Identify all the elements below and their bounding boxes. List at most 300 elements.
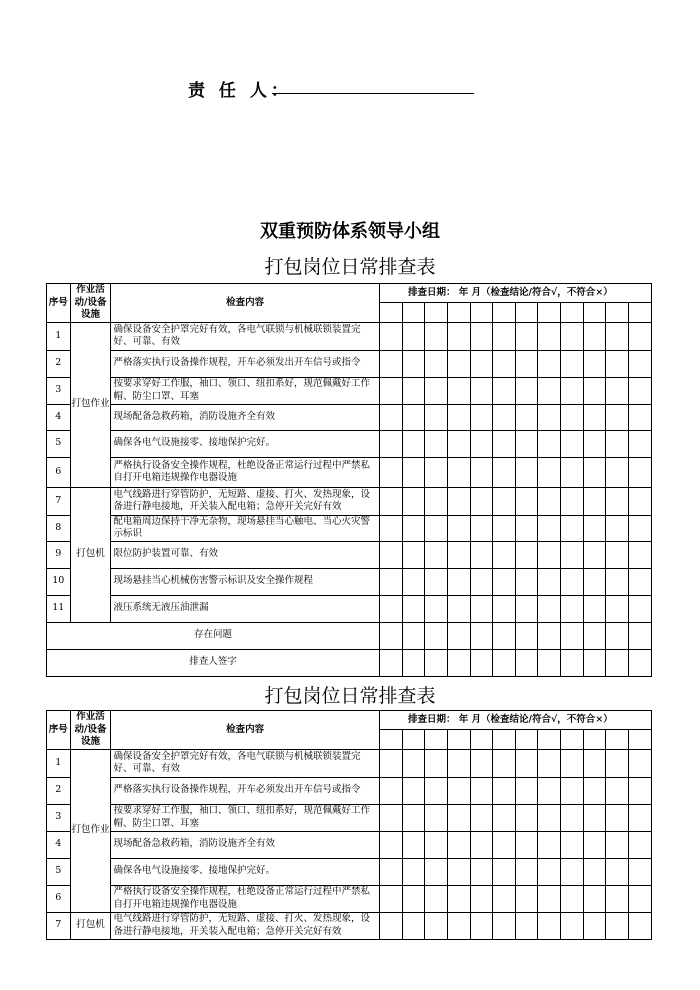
check-result-cell[interactable] bbox=[538, 322, 561, 350]
responsible-label: 责 任 人： bbox=[188, 81, 292, 101]
check-result-cell[interactable] bbox=[583, 515, 606, 541]
issue-cell[interactable] bbox=[583, 622, 606, 649]
check-result-cell[interactable] bbox=[470, 595, 493, 622]
check-result-cell[interactable] bbox=[425, 831, 448, 858]
signature-cell[interactable] bbox=[470, 649, 493, 676]
day-header-cell[interactable] bbox=[425, 303, 448, 322]
signature-cell[interactable] bbox=[628, 649, 651, 676]
check-result-cell[interactable] bbox=[561, 568, 584, 595]
check-result-cell[interactable] bbox=[628, 404, 651, 430]
check-result-cell[interactable] bbox=[402, 430, 425, 457]
check-result-cell[interactable] bbox=[515, 831, 538, 858]
check-result-cell[interactable] bbox=[515, 885, 538, 912]
check-result-cell[interactable] bbox=[447, 858, 470, 885]
check-result-cell[interactable] bbox=[470, 541, 493, 568]
check-result-cell[interactable] bbox=[425, 804, 448, 831]
check-result-cell[interactable] bbox=[402, 457, 425, 487]
day-header-cell[interactable] bbox=[561, 303, 584, 322]
check-content: 严格落实执行设备操作规程，开车必须发出开车信号或指令 bbox=[111, 350, 380, 377]
row-no: 3 bbox=[47, 804, 71, 831]
check-result-cell[interactable] bbox=[493, 804, 516, 831]
row-no: 1 bbox=[47, 322, 71, 350]
check-result-cell[interactable] bbox=[447, 515, 470, 541]
check-result-cell[interactable] bbox=[402, 404, 425, 430]
check-result-cell[interactable] bbox=[561, 858, 584, 885]
check-result-cell[interactable] bbox=[561, 885, 584, 912]
check-result-cell[interactable] bbox=[538, 831, 561, 858]
check-result-cell[interactable] bbox=[470, 322, 493, 350]
check-result-cell[interactable] bbox=[583, 350, 606, 377]
check-result-cell[interactable] bbox=[628, 804, 651, 831]
check-result-cell[interactable] bbox=[583, 777, 606, 804]
check-result-cell[interactable] bbox=[515, 430, 538, 457]
check-result-cell[interactable] bbox=[583, 912, 606, 939]
check-result-cell[interactable] bbox=[493, 377, 516, 404]
check-result-cell[interactable] bbox=[606, 377, 629, 404]
day-header-cell[interactable] bbox=[606, 730, 629, 749]
check-result-cell[interactable] bbox=[402, 777, 425, 804]
row-no: 6 bbox=[47, 457, 71, 487]
check-result-cell[interactable] bbox=[583, 831, 606, 858]
check-result-cell[interactable] bbox=[379, 350, 402, 377]
check-result-cell[interactable] bbox=[447, 377, 470, 404]
check-result-cell[interactable] bbox=[493, 885, 516, 912]
day-header-cell[interactable] bbox=[447, 730, 470, 749]
check-result-cell[interactable] bbox=[606, 541, 629, 568]
check-result-cell[interactable] bbox=[379, 885, 402, 912]
issue-cell[interactable] bbox=[628, 622, 651, 649]
row-no: 8 bbox=[47, 515, 71, 541]
activity-cell: 打包机 bbox=[70, 912, 111, 939]
check-result-cell[interactable] bbox=[538, 858, 561, 885]
check-result-cell[interactable] bbox=[583, 322, 606, 350]
day-header-cell[interactable] bbox=[493, 303, 516, 322]
signature-cell[interactable] bbox=[538, 649, 561, 676]
check-result-cell[interactable] bbox=[379, 322, 402, 350]
check-result-cell[interactable] bbox=[402, 749, 425, 777]
signature-cell[interactable] bbox=[447, 649, 470, 676]
check-result-cell[interactable] bbox=[538, 541, 561, 568]
issue-cell[interactable] bbox=[561, 622, 584, 649]
table-row bbox=[47, 777, 652, 804]
check-result-cell[interactable] bbox=[515, 595, 538, 622]
check-result-cell[interactable] bbox=[425, 515, 448, 541]
org-title: 双重预防体系领导小组 bbox=[260, 221, 440, 242]
check-result-cell[interactable] bbox=[379, 568, 402, 595]
check-result-cell[interactable] bbox=[606, 404, 629, 430]
issue-cell[interactable] bbox=[402, 622, 425, 649]
check-result-cell[interactable] bbox=[583, 568, 606, 595]
inspector-signature-label: 排查人签字 bbox=[47, 649, 380, 676]
check-result-cell[interactable] bbox=[402, 322, 425, 350]
check-result-cell[interactable] bbox=[628, 595, 651, 622]
check-result-cell[interactable] bbox=[425, 430, 448, 457]
check-result-cell[interactable] bbox=[515, 804, 538, 831]
check-result-cell[interactable] bbox=[561, 430, 584, 457]
check-result-cell[interactable] bbox=[447, 350, 470, 377]
check-result-cell[interactable] bbox=[447, 487, 470, 515]
day-header-cell[interactable] bbox=[538, 730, 561, 749]
check-result-cell[interactable] bbox=[402, 541, 425, 568]
check-result-cell[interactable] bbox=[493, 457, 516, 487]
check-result-cell[interactable] bbox=[538, 568, 561, 595]
check-result-cell[interactable] bbox=[583, 404, 606, 430]
check-result-cell[interactable] bbox=[493, 912, 516, 939]
check-result-cell[interactable] bbox=[379, 487, 402, 515]
day-header-cell[interactable] bbox=[606, 303, 629, 322]
signature-cell[interactable] bbox=[379, 649, 402, 676]
check-result-cell[interactable] bbox=[606, 831, 629, 858]
day-header-cell[interactable] bbox=[470, 303, 493, 322]
check-result-cell[interactable] bbox=[606, 912, 629, 939]
check-result-cell[interactable] bbox=[447, 404, 470, 430]
check-result-cell[interactable] bbox=[515, 515, 538, 541]
check-result-cell[interactable] bbox=[402, 912, 425, 939]
activity-cell: 打包机 bbox=[70, 487, 111, 622]
check-result-cell[interactable] bbox=[538, 515, 561, 541]
check-result-cell[interactable] bbox=[628, 377, 651, 404]
check-result-cell[interactable] bbox=[538, 487, 561, 515]
check-result-cell[interactable] bbox=[447, 322, 470, 350]
check-result-cell[interactable] bbox=[538, 404, 561, 430]
check-result-cell[interactable] bbox=[628, 858, 651, 885]
check-result-cell[interactable] bbox=[606, 350, 629, 377]
check-result-cell[interactable] bbox=[425, 487, 448, 515]
row-no: 2 bbox=[47, 350, 71, 377]
check-result-cell[interactable] bbox=[425, 749, 448, 777]
check-result-cell[interactable] bbox=[628, 912, 651, 939]
signature-cell[interactable] bbox=[606, 649, 629, 676]
check-result-cell[interactable] bbox=[628, 430, 651, 457]
check-result-cell[interactable] bbox=[628, 749, 651, 777]
activity-cell: 打包作业 bbox=[70, 322, 111, 487]
check-result-cell[interactable] bbox=[583, 858, 606, 885]
check-result-cell[interactable] bbox=[628, 541, 651, 568]
check-result-cell[interactable] bbox=[606, 457, 629, 487]
check-result-cell[interactable] bbox=[561, 515, 584, 541]
check-result-cell[interactable] bbox=[606, 885, 629, 912]
table-title: 打包岗位日常排查表 bbox=[264, 685, 436, 707]
day-header-cell[interactable] bbox=[515, 730, 538, 749]
check-result-cell[interactable] bbox=[379, 430, 402, 457]
issue-cell[interactable] bbox=[470, 622, 493, 649]
check-result-cell[interactable] bbox=[425, 777, 448, 804]
check-result-cell[interactable] bbox=[425, 912, 448, 939]
check-result-cell[interactable] bbox=[561, 912, 584, 939]
check-result-cell[interactable] bbox=[628, 831, 651, 858]
check-result-cell[interactable] bbox=[561, 322, 584, 350]
check-result-cell[interactable] bbox=[606, 858, 629, 885]
check-result-cell[interactable] bbox=[470, 457, 493, 487]
check-result-cell[interactable] bbox=[538, 430, 561, 457]
day-header-cell[interactable] bbox=[379, 730, 402, 749]
check-result-cell[interactable] bbox=[379, 804, 402, 831]
issue-cell[interactable] bbox=[447, 622, 470, 649]
day-header-cell[interactable] bbox=[583, 303, 606, 322]
check-content: 确保设备安全护罩完好有效，各电气联锁与机械联锁装置完好、可靠、有效 bbox=[111, 322, 380, 350]
check-result-cell[interactable] bbox=[402, 350, 425, 377]
check-result-cell[interactable] bbox=[425, 595, 448, 622]
check-result-cell[interactable] bbox=[606, 804, 629, 831]
check-result-cell[interactable] bbox=[606, 515, 629, 541]
day-header-cell[interactable] bbox=[447, 303, 470, 322]
check-result-cell[interactable] bbox=[379, 515, 402, 541]
check-result-cell[interactable] bbox=[583, 595, 606, 622]
check-result-cell[interactable] bbox=[470, 912, 493, 939]
check-result-cell[interactable] bbox=[493, 350, 516, 377]
check-result-cell[interactable] bbox=[402, 858, 425, 885]
check-result-cell[interactable] bbox=[447, 749, 470, 777]
check-result-cell[interactable] bbox=[470, 377, 493, 404]
check-result-cell[interactable] bbox=[447, 912, 470, 939]
signature-cell[interactable] bbox=[583, 649, 606, 676]
day-header-cell[interactable] bbox=[425, 730, 448, 749]
check-result-cell[interactable] bbox=[515, 858, 538, 885]
check-result-cell[interactable] bbox=[628, 350, 651, 377]
check-result-cell[interactable] bbox=[379, 457, 402, 487]
check-result-cell[interactable] bbox=[493, 487, 516, 515]
check-result-cell[interactable] bbox=[425, 885, 448, 912]
check-result-cell[interactable] bbox=[538, 457, 561, 487]
day-header-cell[interactable] bbox=[493, 730, 516, 749]
check-result-cell[interactable] bbox=[606, 487, 629, 515]
row-no: 4 bbox=[47, 404, 71, 430]
check-result-cell[interactable] bbox=[515, 912, 538, 939]
check-content: 液压系统无液压油泄漏 bbox=[111, 595, 380, 622]
check-result-cell[interactable] bbox=[447, 831, 470, 858]
check-result-cell[interactable] bbox=[515, 322, 538, 350]
check-result-cell[interactable] bbox=[402, 568, 425, 595]
check-result-cell[interactable] bbox=[402, 831, 425, 858]
check-result-cell[interactable] bbox=[583, 885, 606, 912]
check-result-cell[interactable] bbox=[470, 487, 493, 515]
check-result-cell[interactable] bbox=[493, 749, 516, 777]
check-result-cell[interactable] bbox=[628, 777, 651, 804]
check-content: 严格落实执行设备操作规程，开车必须发出开车信号或指令 bbox=[111, 777, 380, 804]
row-no: 3 bbox=[47, 377, 71, 404]
day-header-cell[interactable] bbox=[628, 730, 651, 749]
issue-cell[interactable] bbox=[379, 622, 402, 649]
check-result-cell[interactable] bbox=[561, 457, 584, 487]
check-result-cell[interactable] bbox=[583, 487, 606, 515]
check-result-cell[interactable] bbox=[538, 912, 561, 939]
check-result-cell[interactable] bbox=[379, 831, 402, 858]
check-result-cell[interactable] bbox=[628, 515, 651, 541]
check-result-cell[interactable] bbox=[402, 885, 425, 912]
check-result-cell[interactable] bbox=[583, 457, 606, 487]
check-result-cell[interactable] bbox=[583, 377, 606, 404]
day-header-cell[interactable] bbox=[561, 730, 584, 749]
check-result-cell[interactable] bbox=[447, 885, 470, 912]
check-result-cell[interactable] bbox=[470, 831, 493, 858]
check-result-cell[interactable] bbox=[379, 777, 402, 804]
check-result-cell[interactable] bbox=[515, 457, 538, 487]
check-result-cell[interactable] bbox=[379, 404, 402, 430]
day-header-cell[interactable] bbox=[628, 303, 651, 322]
issue-cell[interactable] bbox=[606, 622, 629, 649]
check-result-cell[interactable] bbox=[425, 541, 448, 568]
check-result-cell[interactable] bbox=[470, 350, 493, 377]
check-result-cell[interactable] bbox=[379, 541, 402, 568]
check-result-cell[interactable] bbox=[606, 322, 629, 350]
check-result-cell[interactable] bbox=[515, 568, 538, 595]
check-result-cell[interactable] bbox=[402, 377, 425, 404]
check-result-cell[interactable] bbox=[628, 885, 651, 912]
check-result-cell[interactable] bbox=[425, 350, 448, 377]
check-result-cell[interactable] bbox=[470, 858, 493, 885]
day-header-cell[interactable] bbox=[402, 730, 425, 749]
check-result-cell[interactable] bbox=[493, 430, 516, 457]
check-result-cell[interactable] bbox=[583, 749, 606, 777]
check-result-cell[interactable] bbox=[583, 541, 606, 568]
check-result-cell[interactable] bbox=[379, 912, 402, 939]
check-result-cell[interactable] bbox=[379, 749, 402, 777]
check-result-cell[interactable] bbox=[425, 568, 448, 595]
check-result-cell[interactable] bbox=[447, 595, 470, 622]
check-result-cell[interactable] bbox=[515, 350, 538, 377]
check-result-cell[interactable] bbox=[583, 804, 606, 831]
check-result-cell[interactable] bbox=[425, 404, 448, 430]
check-result-cell[interactable] bbox=[561, 377, 584, 404]
footer-row bbox=[47, 622, 652, 649]
check-result-cell[interactable] bbox=[538, 777, 561, 804]
signature-cell[interactable] bbox=[493, 649, 516, 676]
check-result-cell[interactable] bbox=[515, 404, 538, 430]
check-result-cell[interactable] bbox=[561, 350, 584, 377]
check-result-cell[interactable] bbox=[606, 430, 629, 457]
check-result-cell[interactable] bbox=[447, 777, 470, 804]
day-header-cell[interactable] bbox=[538, 303, 561, 322]
check-result-cell[interactable] bbox=[606, 595, 629, 622]
signature-cell[interactable] bbox=[561, 649, 584, 676]
check-result-cell[interactable] bbox=[538, 885, 561, 912]
check-result-cell[interactable] bbox=[470, 749, 493, 777]
col-header-date: 排查日期： 年 月（检查结论/符合√，不符合×） bbox=[379, 711, 651, 730]
check-result-cell[interactable] bbox=[470, 430, 493, 457]
check-result-cell[interactable] bbox=[538, 350, 561, 377]
row-no: 2 bbox=[47, 777, 71, 804]
check-result-cell[interactable] bbox=[447, 568, 470, 595]
day-header-cell[interactable] bbox=[583, 730, 606, 749]
check-result-cell[interactable] bbox=[561, 804, 584, 831]
check-result-cell[interactable] bbox=[402, 487, 425, 515]
row-no: 1 bbox=[47, 749, 71, 777]
check-content: 按要求穿好工作服，袖口、领口、纽扣系好，规范佩戴好工作帽、防尘口罩、耳塞 bbox=[111, 804, 380, 831]
check-result-cell[interactable] bbox=[561, 777, 584, 804]
check-result-cell[interactable] bbox=[493, 515, 516, 541]
day-header-cell[interactable] bbox=[515, 303, 538, 322]
check-result-cell[interactable] bbox=[493, 541, 516, 568]
responsible-signature-line[interactable] bbox=[272, 93, 474, 94]
issue-cell[interactable] bbox=[538, 622, 561, 649]
check-result-cell[interactable] bbox=[561, 831, 584, 858]
check-content: 配电箱周边保持干净无杂物，现场悬挂当心触电、当心火灾警示标识 bbox=[111, 515, 380, 541]
check-result-cell[interactable] bbox=[628, 568, 651, 595]
table-row bbox=[47, 831, 652, 858]
col-header-no: 序号 bbox=[47, 711, 71, 750]
check-result-cell[interactable] bbox=[561, 404, 584, 430]
check-result-cell[interactable] bbox=[447, 430, 470, 457]
check-result-cell[interactable] bbox=[628, 322, 651, 350]
check-result-cell[interactable] bbox=[379, 858, 402, 885]
check-result-cell[interactable] bbox=[402, 595, 425, 622]
check-result-cell[interactable] bbox=[470, 568, 493, 595]
table-row bbox=[47, 377, 652, 404]
check-result-cell[interactable] bbox=[538, 595, 561, 622]
row-no: 9 bbox=[47, 541, 71, 568]
check-result-cell[interactable] bbox=[515, 487, 538, 515]
check-result-cell[interactable] bbox=[561, 487, 584, 515]
check-result-cell[interactable] bbox=[402, 515, 425, 541]
day-header-cell[interactable] bbox=[402, 303, 425, 322]
check-result-cell[interactable] bbox=[425, 377, 448, 404]
check-result-cell[interactable] bbox=[493, 595, 516, 622]
check-content: 确保各电气设施接零、接地保护完好。 bbox=[111, 430, 380, 457]
check-result-cell[interactable] bbox=[493, 568, 516, 595]
check-result-cell[interactable] bbox=[515, 377, 538, 404]
col-header-content: 检查内容 bbox=[111, 711, 380, 750]
check-result-cell[interactable] bbox=[561, 595, 584, 622]
check-result-cell[interactable] bbox=[561, 541, 584, 568]
check-result-cell[interactable] bbox=[402, 804, 425, 831]
check-result-cell[interactable] bbox=[425, 457, 448, 487]
check-content: 现场配备急救药箱，消防设施齐全有效 bbox=[111, 404, 380, 430]
check-result-cell[interactable] bbox=[628, 457, 651, 487]
signature-cell[interactable] bbox=[515, 649, 538, 676]
check-result-cell[interactable] bbox=[515, 541, 538, 568]
check-result-cell[interactable] bbox=[470, 804, 493, 831]
check-result-cell[interactable] bbox=[493, 831, 516, 858]
check-result-cell[interactable] bbox=[538, 377, 561, 404]
issue-cell[interactable] bbox=[515, 622, 538, 649]
table-row bbox=[47, 430, 652, 457]
check-result-cell[interactable] bbox=[493, 322, 516, 350]
check-result-cell[interactable] bbox=[606, 749, 629, 777]
check-result-cell[interactable] bbox=[493, 777, 516, 804]
check-result-cell[interactable] bbox=[447, 457, 470, 487]
check-result-cell[interactable] bbox=[515, 777, 538, 804]
check-result-cell[interactable] bbox=[470, 885, 493, 912]
signature-cell[interactable] bbox=[425, 649, 448, 676]
check-result-cell[interactable] bbox=[606, 568, 629, 595]
check-result-cell[interactable] bbox=[379, 377, 402, 404]
signature-cell[interactable] bbox=[402, 649, 425, 676]
check-result-cell[interactable] bbox=[493, 858, 516, 885]
check-result-cell[interactable] bbox=[470, 515, 493, 541]
check-result-cell[interactable] bbox=[425, 858, 448, 885]
check-result-cell[interactable] bbox=[379, 595, 402, 622]
check-result-cell[interactable] bbox=[538, 749, 561, 777]
check-result-cell[interactable] bbox=[447, 804, 470, 831]
check-result-cell[interactable] bbox=[583, 430, 606, 457]
check-result-cell[interactable] bbox=[470, 777, 493, 804]
check-result-cell[interactable] bbox=[538, 804, 561, 831]
check-result-cell[interactable] bbox=[628, 487, 651, 515]
check-result-cell[interactable] bbox=[606, 777, 629, 804]
check-result-cell[interactable] bbox=[425, 322, 448, 350]
check-result-cell[interactable] bbox=[447, 541, 470, 568]
table-row bbox=[47, 515, 652, 541]
check-result-cell[interactable] bbox=[515, 749, 538, 777]
day-header-cell[interactable] bbox=[379, 303, 402, 322]
check-result-cell[interactable] bbox=[561, 749, 584, 777]
check-result-cell[interactable] bbox=[470, 404, 493, 430]
check-result-cell[interactable] bbox=[493, 404, 516, 430]
issue-cell[interactable] bbox=[425, 622, 448, 649]
issue-cell[interactable] bbox=[493, 622, 516, 649]
row-no: 5 bbox=[47, 858, 71, 885]
day-header-cell[interactable] bbox=[470, 730, 493, 749]
